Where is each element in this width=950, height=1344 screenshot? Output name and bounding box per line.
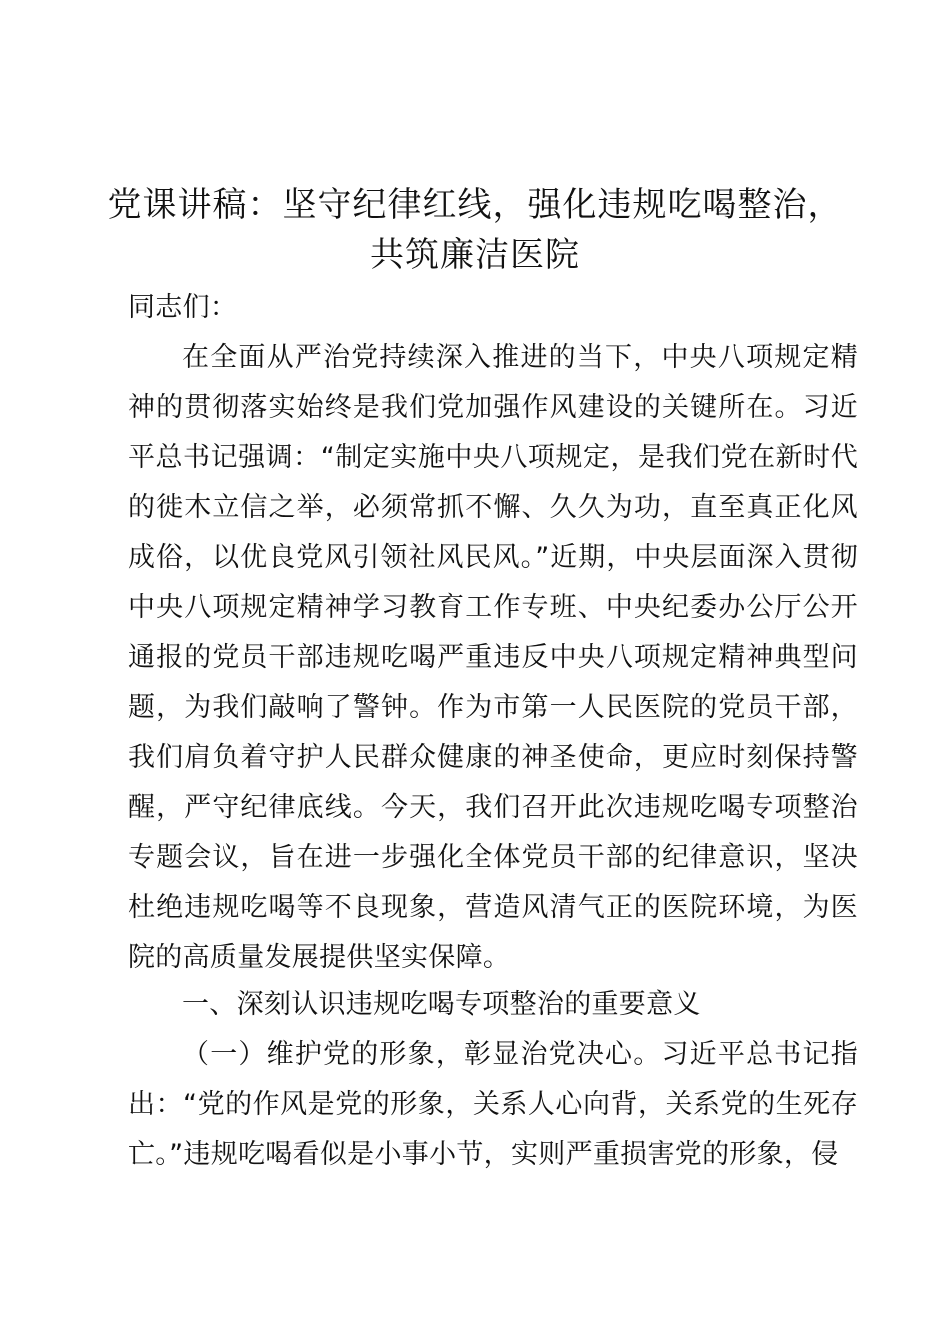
greeting: 同志们： — [128, 292, 238, 323]
title-line-2: 共筑廉洁医院 — [370, 235, 580, 275]
intro-paragraph: 在全面从严治党持续深入推进的当下，中央八项规定精神的贯彻落实始终是我们党加强作风建设的关键所在。习近平总书记强调：“制定实施中央八项规定，是我们党在新时代的徙木立信之举，必须常抓不懈、久久为功，直至真正化风成俗，以优良党风引领社风民风。”近期，中央层面深入贯彻中央八项规定精神学习教育工作专班、中央纪委办公厅公开通报的党员干部违规吃喝严重违反中央八项规定精神典型问题，为我们敲响了警钟。作为市第一人民医院的党员干部，我们肩负着守护人民群众健康的神圣使命，更应时刻保持警醒，严守纪律底线。今天，我们召开此次违规吃喝专项整治专题会议，旨在进一步强化全体党员干部的纪律意识，坚决杜绝违规吃喝等不良现象，营造风清气正的医院环境，为医院的高质量发展提供坚实保障。 — [128, 342, 858, 973]
title-line-1: 党课讲稿：坚守纪律红线，强化违规吃喝整治， — [107, 185, 843, 225]
subsection-paragraph: （一）维护党的形象，彰显治党决心。习近平总书记指出：“党的作风是党的形象，关系人心向背，关系党的生死存亡。”违规吃喝看似是小事小节，实则严重损害党的形象，侵 — [128, 1039, 858, 1170]
document-title — [100, 180, 850, 280]
section-heading: 一、深刻认识违规吃喝专项整治的重要意义 — [182, 989, 701, 1020]
